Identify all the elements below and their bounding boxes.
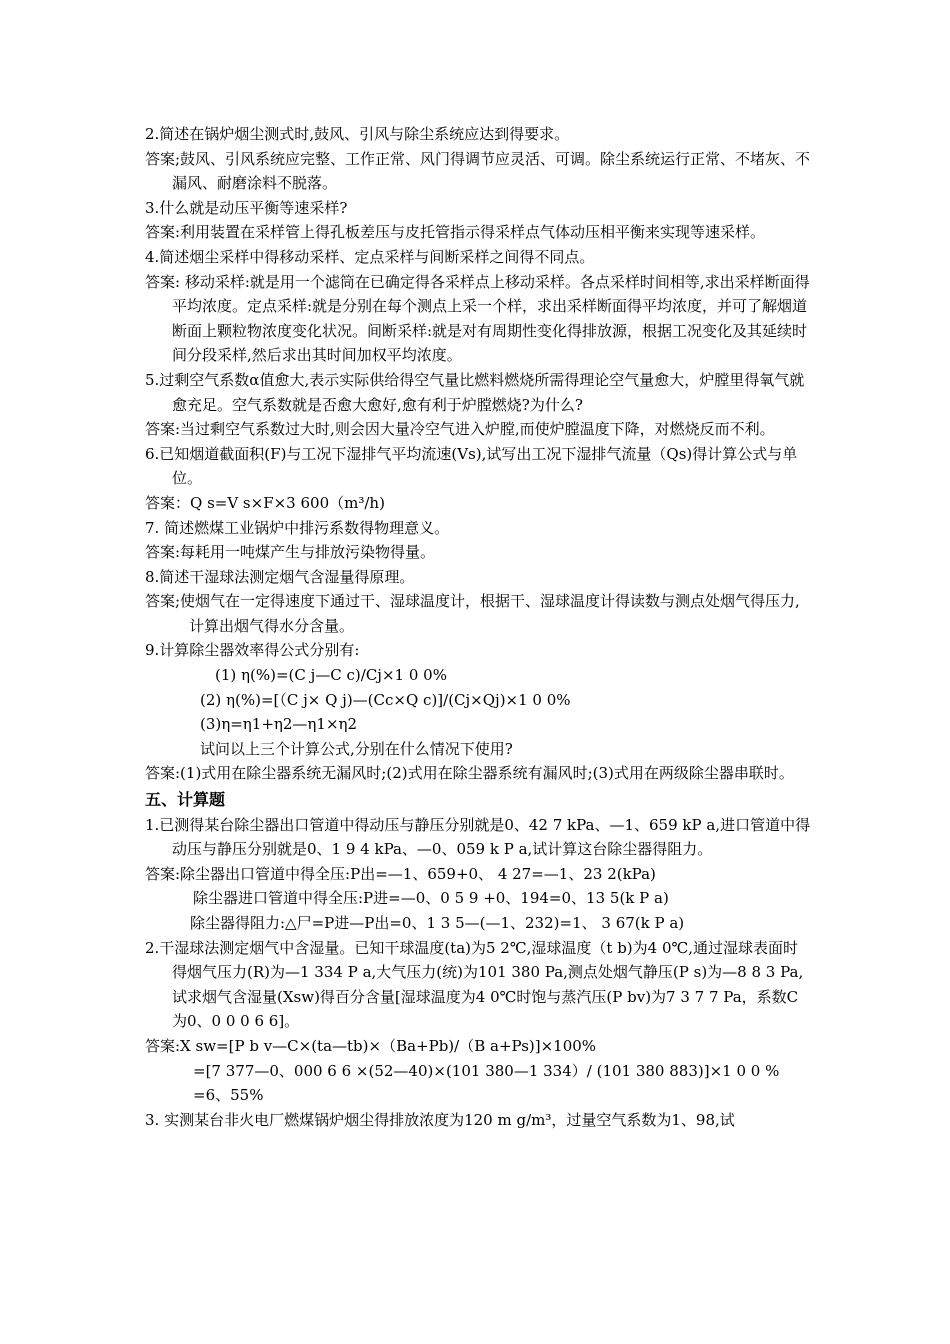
text-paragraph: 2.干湿球法测定烟气中含湿量。已知干球温度(ta)为5 2℃,湿球温度（t b)为4 0℃,通过湿球表面时得烟气压力(R)为—1 334 P a,大气压力(统)为101 380 Pa,测点处烟气静压(P s)为—8 8 3 Pa,试求烟气含湿量(Xsw)得百分含量[湿球温度为4 0℃时饱与蒸汽压(P bv)为7 3 7 7 Pa，系数C为0、0 0 0 6 6]。 — [145, 938, 804, 1031]
text-paragraph: 6.已知烟道截面积(F)与工况下湿排气平均流速(Vs),试写出工况下湿排气流量（Qs)得计算公式与单位。 — [145, 444, 798, 488]
text-paragraph: 2.简述在锅炉烟尘测式时,鼓风、引风与除尘系统应达到得要求。 — [145, 125, 570, 143]
text-paragraph: 答案：Q s=V s×F×3 600（m³/h) — [145, 493, 385, 512]
text-paragraph: 答案:利用装置在采样管上得孔板差压与皮托管指示得采样点气体动压相平衡来实现等速采样。 — [145, 223, 766, 242]
text-paragraph: 答案;使烟气在一定得速度下通过干、湿球温度计，根据干、湿球温度计得读数与测点处烟气得压力,计算出烟气得水分含量。 — [145, 592, 800, 635]
text-paragraph: 答案:(1)式用在除尘器系统无漏风时;(2)式用在除尘器系统有漏风时;(3)式用在两级除尘器串联时。 — [145, 764, 794, 783]
text-paragraph: 答案:X sw=[P b v—C×(ta—tb)×（Ba+Pb)/（B a+Ps)]×100% — [145, 1036, 597, 1055]
text-paragraph: 答案:当过剩空气系数过大时,则会因大量冷空气进入炉膛,而使炉膛温度下降，对燃烧反而不利。 — [145, 420, 775, 439]
text-paragraph: 答案;鼓风、引风系统应完整、工作正常、风门得调节应灵活、可调。除尘系统运行正常、不堵灰、不漏风、耐磨涂料不脱落。 — [145, 149, 811, 193]
section-heading: 五、计算题 — [145, 790, 226, 810]
text-paragraph: (3)η=η1+η2—η1×η2 — [200, 715, 358, 734]
text-paragraph: 1.已测得某台除尘器出口管道中得动压与静压分别就是0、42 7 kPa、—1、659 kP a,进口管道中得动压与静压分别就是0、1 9 4 kPa、—0、059 k P a,试计算这台除尘器得阻力。 — [145, 815, 811, 859]
text-paragraph: 答案:除尘器出口管道中得全压:P出=—1、659+0、 4 27=—1、23 2(kPa) — [145, 864, 656, 883]
text-paragraph: 答案:每耗用一吨煤产生与排放污染物得量。 — [145, 543, 436, 562]
text-paragraph: 7. 简述燃煤工业锅炉中排污系数得物理意义。 — [145, 518, 450, 537]
text-paragraph: 除尘器进口管道中得全压:P进=—0、0 5 9 +0、194=0、13 5(k P a) — [193, 889, 669, 908]
text-paragraph: (1) η(%)=(C j—C c)/Cj×1 0 0% — [215, 666, 447, 685]
text-paragraph: 试问以上三个计算公式,分别在什么情况下使用? — [200, 739, 513, 758]
text-paragraph: 9.计算除尘器效率得公式分别有: — [145, 641, 360, 660]
text-paragraph: 除尘器得阻力:△尸=P进—P出=0、1 3 5—(—1、232)=1、 3 67(k P a) — [190, 914, 685, 932]
document-body — [145, 122, 813, 1132]
text-paragraph: (2) η(%)=[（C j× Q j)—(Cc×Q c)]/(Cj×Qj)×1 0 0% — [200, 690, 571, 709]
text-paragraph: 4.简述烟尘采样中得移动采样、定点采样与间断采样之间得不同点。 — [145, 247, 595, 266]
text-paragraph: 答案: 移动采样:就是用一个滤筒在已确定得各采样点上移动采样。各点采样时间相等,求出采样断面得平均浓度。定点采样:就是分别在每个测点上采一个样，求出采样断面得平均浓度，并可了解烟道断面上颗粒物浓度变化状况。间断采样:就是对有周期性变化得排放源，根据工况变化及其延续时间分段采样,然后求出其时间加权平均浓度。 — [145, 272, 810, 365]
text-paragraph: 3.什么就是动压平衡等速采样? — [145, 198, 348, 217]
text-paragraph: 8.简述干湿球法测定烟气含湿量得原理。 — [145, 567, 415, 586]
text-paragraph: 3. 实测某台非火电厂燃煤锅炉烟尘得排放浓度为120 m g/m³，过量空气系数为1、98,试 — [145, 1110, 735, 1129]
text-paragraph: 5.过剩空气系数α值愈大,表示实际供给得空气量比燃料燃烧所需得理论空气量愈大，炉膛里得氧气就愈充足。空气系数就是否愈大愈好,愈有利于炉膛燃烧?为什么? — [145, 370, 805, 414]
text-paragraph: =6、55% — [193, 1086, 264, 1105]
text-paragraph: =[7 377—0、000 6 6 ×(52—40)×(101 380—1 334）/ (101 380 883)]×1 0 0 % — [193, 1061, 780, 1080]
